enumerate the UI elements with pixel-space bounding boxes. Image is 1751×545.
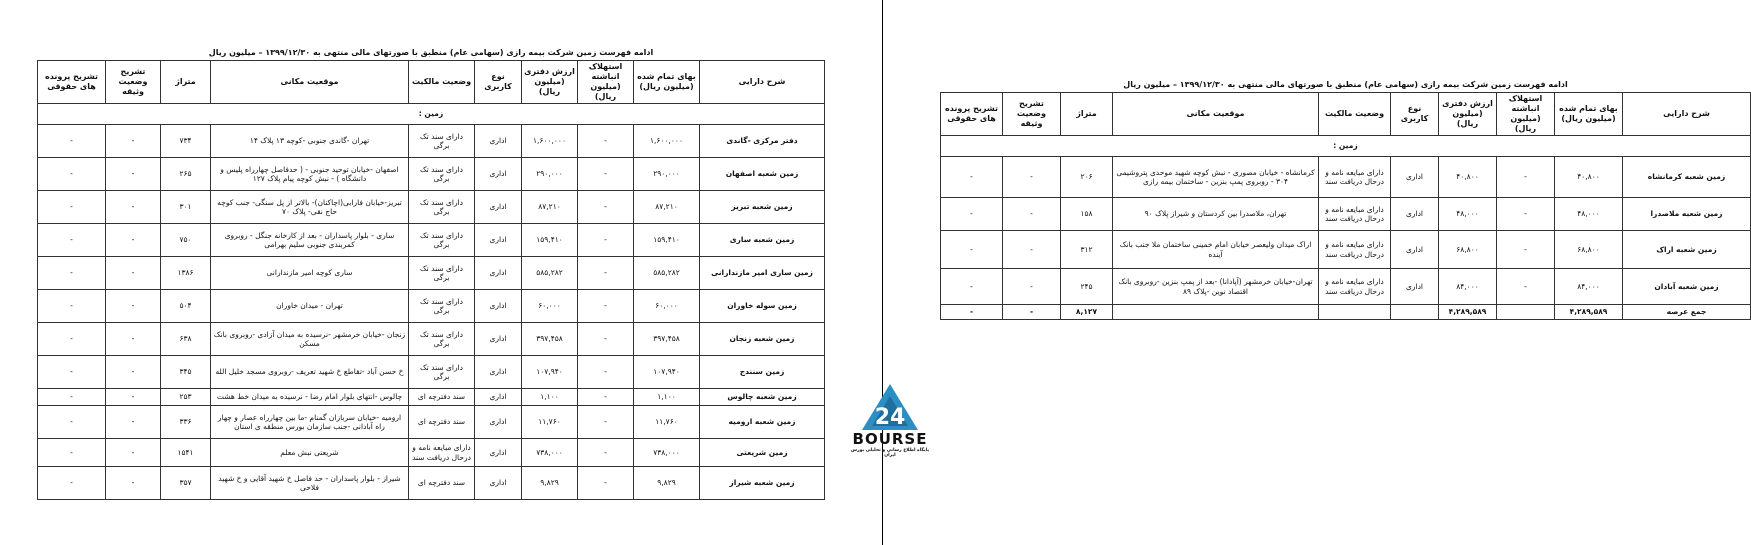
cell-asset-description: زمین شعبه شیراز (700, 467, 825, 500)
cell-usage-type: اداری (475, 224, 522, 257)
cell-asset-description: زمین شعبه چالوس (700, 389, 825, 406)
cell-ownership-status: دارای مبایعه نامه و درحال دریافت سند (1319, 231, 1391, 269)
cell-asset-description: زمین سوله خاوران (700, 290, 825, 323)
cell-location: ساری کوچه امیر مازندارانی (211, 257, 409, 290)
cell-collateral-status: - (106, 439, 161, 467)
cell-usage-type: اداری (475, 467, 522, 500)
cell-usage-type: اداری (1391, 269, 1439, 305)
table-row (941, 269, 1751, 305)
header-asset-description: شرح دارایی (700, 61, 825, 104)
cell-accumulated-depreciation: - (578, 191, 634, 224)
cell-area: ۲۰۶ (1061, 157, 1113, 198)
cell-cost: ۷۳۸,۰۰۰ (634, 439, 700, 467)
cell-asset-description: زمین شعبه ساری (700, 224, 825, 257)
cell-ownership-status: دارای سند تک برگی (409, 125, 475, 158)
cell-legal-cases: - (38, 356, 106, 389)
cell-accumulated-depreciation: - (578, 158, 634, 191)
cell-legal-cases: - (38, 290, 106, 323)
cell-cost: ۸۷,۲۱۰ (634, 191, 700, 224)
section-label: زمین : (38, 104, 825, 125)
cell-usage-type: اداری (475, 125, 522, 158)
table-row (38, 389, 825, 406)
cell-asset-description: زمین سنندج (700, 356, 825, 389)
cell-asset-description: زمین شعبه آبادان (1623, 269, 1751, 305)
cell-area: ۱۳۸۶ (161, 257, 211, 290)
cell-area: ۷۳۴ (161, 125, 211, 158)
header-cost: بهای تمام شده (میلیون ریال) (1555, 93, 1623, 136)
cell-cost: ۳۹۷,۴۵۸ (634, 323, 700, 356)
header-area: متراژ (1061, 93, 1113, 136)
header-ownership-status: وضعیت مالکیت (1319, 93, 1391, 136)
cell-collateral-status: - (106, 224, 161, 257)
cell-cost: ۹,۸۲۹ (634, 467, 700, 500)
cell-book-value: ۶۸,۸۰۰ (1439, 231, 1497, 269)
cell-book-value: ۶۰,۰۰۰ (522, 290, 578, 323)
cell-legal-cases: - (38, 439, 106, 467)
cell-book-value: ۱۵۹,۴۱۰ (522, 224, 578, 257)
cell-book-value: ۸۷,۲۱۰ (522, 191, 578, 224)
cell-cost: ۸۴,۰۰۰ (1555, 269, 1623, 305)
table-row (38, 224, 825, 257)
cell-accumulated-depreciation: - (578, 467, 634, 500)
cell-ownership-status: دارای سند تک برگی (409, 191, 475, 224)
table-row (38, 191, 825, 224)
cell-accumulated-depreciation: - (578, 125, 634, 158)
cell-collateral-status: - (1003, 269, 1061, 305)
total-cost: ۴,۲۸۹,۵۸۹ (1555, 305, 1623, 320)
cell-cost: ۶۰,۰۰۰ (634, 290, 700, 323)
table-row (38, 158, 825, 191)
cell-collateral-status: - (106, 467, 161, 500)
cell-asset-description: زمین شعبه زنجان (700, 323, 825, 356)
section-row-land (941, 136, 1751, 157)
cell-usage-type: اداری (475, 439, 522, 467)
cell-cost: ۵۸۵,۲۸۲ (634, 257, 700, 290)
cell-asset-description: زمین ساری امیر مازندارانی (700, 257, 825, 290)
header-usage-type: نوع کاربری (1391, 93, 1439, 136)
header-book-value: ارزش دفتری (میلیون ریال) (522, 61, 578, 104)
cell-location: تهران -گاندی جنوبی -کوچه ۱۳ پلاک ۱۴ (211, 125, 409, 158)
total-legal-cases: - (941, 305, 1003, 320)
right-table-body (941, 136, 1751, 320)
cell-accumulated-depreciation: - (1497, 231, 1555, 269)
cell-accumulated-depreciation: - (578, 356, 634, 389)
cell-legal-cases: - (38, 389, 106, 406)
cell-collateral-status: - (1003, 231, 1061, 269)
header-cost: بهای تمام شده (میلیون ریال) (634, 61, 700, 104)
cell-collateral-status: - (1003, 198, 1061, 231)
cell-legal-cases: - (941, 157, 1003, 198)
cell-legal-cases: - (38, 467, 106, 500)
header-row (38, 61, 825, 104)
cell-book-value: ۴۰,۸۰۰ (1439, 157, 1497, 198)
cell-usage-type: اداری (475, 191, 522, 224)
bourse24-logo (845, 382, 935, 462)
left-panel (37, 48, 825, 500)
left-asset-table (37, 60, 825, 500)
cell-legal-cases: - (38, 257, 106, 290)
cell-legal-cases: - (941, 269, 1003, 305)
cell-collateral-status: - (106, 125, 161, 158)
cell-book-value: ۸۴,۰۰۰ (1439, 269, 1497, 305)
left-table-header (38, 61, 825, 104)
svg-text:24: 24 (874, 405, 906, 430)
cell-location: ساری - بلوار پاسداران - بعد از کارخانه جنگل - روبروی کمربندی جنوبی سلیم بهرامی (211, 224, 409, 257)
cell-collateral-status: - (106, 356, 161, 389)
total-location (1113, 305, 1319, 320)
cell-accumulated-depreciation: - (1497, 157, 1555, 198)
cell-collateral-status: - (106, 191, 161, 224)
cell-legal-cases: - (38, 191, 106, 224)
cell-cost: ۶۸,۸۰۰ (1555, 231, 1623, 269)
header-accumulated-depreciation: استهلاک انباشته (میلیون ریال) (1497, 93, 1555, 136)
cell-ownership-status: سند دفترچه ای (409, 467, 475, 500)
header-location: موقعیت مکانی (211, 61, 409, 104)
cell-area: ۳۵۷ (161, 467, 211, 500)
cell-asset-description: زمین شعبه کرمانشاه (1623, 157, 1751, 198)
cell-asset-description: زمین شعبه ارومیه (700, 406, 825, 439)
left-caption: ادامه فهرست زمین شرکت بیمه رازی (سهامی عام) منطبق با صورتهای مالی منتهی به ۱۳۹۹/۱۲/۳۰ – میلیون ریال (208, 48, 654, 57)
cell-location: خ حسن آباد -تقاطع خ شهید تعریف -روبروی مسجد خلیل الله (211, 356, 409, 389)
cell-legal-cases: - (38, 323, 106, 356)
cell-usage-type: اداری (475, 257, 522, 290)
cell-area: ۱۵۴۱ (161, 439, 211, 467)
cell-usage-type: اداری (1391, 198, 1439, 231)
cell-location: شریعتی نبش معلم (211, 439, 409, 467)
cell-legal-cases: - (38, 158, 106, 191)
cell-cost: ۱,۶۰۰,۰۰۰ (634, 125, 700, 158)
table-row (38, 439, 825, 467)
header-area: متراژ (161, 61, 211, 104)
cell-location: تهران-خیابان خرمشهر (آپادانا) -بعد از پمپ بنزین -روبروی بانک اقتصاد نوین -پلاک ۸۹ (1113, 269, 1319, 305)
right-asset-table (940, 92, 1751, 320)
cell-ownership-status: دارای سند تک برگی (409, 290, 475, 323)
total-collateral-status: - (1003, 305, 1061, 320)
cell-accumulated-depreciation: - (578, 389, 634, 406)
table-row (941, 198, 1751, 231)
cell-location: کرمانشاه - خیابان مصوری - نبش کوچه شهید موحدی پتروشیمی ۳۰۴ - روبروی پمپ بنزین - ساختمان بیمه رازی (1113, 157, 1319, 198)
cell-book-value: ۱۰۷,۹۴۰ (522, 356, 578, 389)
cell-area: ۳۴۵ (161, 356, 211, 389)
section-label: زمین : (941, 136, 1751, 157)
cell-book-value: ۱,۱۰۰ (522, 389, 578, 406)
cell-accumulated-depreciation: - (1497, 269, 1555, 305)
cell-location: ارومیه -خیابان سربازان گمنام -ما بین چهارراه عصار و چهار راه آبادانی -جنب سازمان بورس منطقه ی استان (211, 406, 409, 439)
cell-cost: ۱,۱۰۰ (634, 389, 700, 406)
cell-accumulated-depreciation: - (1497, 198, 1555, 231)
cell-accumulated-depreciation: - (578, 257, 634, 290)
cell-location: چالوس -انتهای بلوار امام رضا - نرسیده به میدان خط هشت (211, 389, 409, 406)
cell-usage-type: اداری (475, 406, 522, 439)
table-row (38, 323, 825, 356)
cell-usage-type: اداری (475, 158, 522, 191)
cell-area: ۳۳۶ (161, 406, 211, 439)
cell-asset-description: زمین شریعتی (700, 439, 825, 467)
cell-cost: ۴۸,۰۰۰ (1555, 198, 1623, 231)
cell-usage-type: اداری (1391, 157, 1439, 198)
cell-asset-description: زمین شعبه ملاصدرا (1623, 198, 1751, 231)
cell-book-value: ۴۸,۰۰۰ (1439, 198, 1497, 231)
cell-ownership-status: دارای مبایعه نامه و درحال دریافت سند (1319, 269, 1391, 305)
cell-accumulated-depreciation: - (578, 290, 634, 323)
cell-usage-type: اداری (475, 290, 522, 323)
header-ownership-status: وضعیت مالکیت (409, 61, 475, 104)
section-row-land (38, 104, 825, 125)
cell-collateral-status: - (106, 389, 161, 406)
cell-ownership-status: دارای سند تک برگی (409, 224, 475, 257)
cell-area: ۲۵۳ (161, 389, 211, 406)
cell-area: ۶۳۸ (161, 323, 211, 356)
bourse24-logo-icon (860, 382, 920, 432)
cell-book-value: ۳۹۷,۴۵۸ (522, 323, 578, 356)
cell-location: تهران، ملاصدرا بین کردستان و شیراز پلاک ۹۰ (1113, 198, 1319, 231)
header-book-value: ارزش دفتری (میلیون ریال) (1439, 93, 1497, 136)
cell-area: ۲۶۵ (161, 158, 211, 191)
cell-asset-description: زمین شعبه تبریز (700, 191, 825, 224)
cell-ownership-status: دارای مبایعه نامه و درحال دریافت سند (1319, 198, 1391, 231)
cell-cost: ۱۰۷,۹۴۰ (634, 356, 700, 389)
logo-subtitle: پایگاه اطلاع رسانی و تحلیلی بورس ایران (850, 448, 930, 458)
cell-asset-description: زمین شعبه اصفهان (700, 158, 825, 191)
right-panel (940, 80, 1751, 320)
table-row (38, 125, 825, 158)
table-row (941, 157, 1751, 198)
cell-location: زنجان -خیابان خرمشهر -نرسیده به میدان آزادی -روبروی بانک مسکن (211, 323, 409, 356)
header-accumulated-depreciation: استهلاک انباشته (میلیون ریال) (578, 61, 634, 104)
cell-collateral-status: - (106, 257, 161, 290)
cell-collateral-status: - (106, 158, 161, 191)
cell-area: ۱۵۸ (1061, 198, 1113, 231)
logo-wordmark: BOURSE (852, 430, 928, 448)
header-location: موقعیت مکانی (1113, 93, 1319, 136)
cell-usage-type: اداری (475, 356, 522, 389)
cell-collateral-status: - (106, 290, 161, 323)
cell-usage-type: اداری (1391, 231, 1439, 269)
table-row (38, 467, 825, 500)
table-row (38, 290, 825, 323)
table-row (38, 406, 825, 439)
cell-cost: ۱۱,۷۶۰ (634, 406, 700, 439)
cell-cost: ۱۵۹,۴۱۰ (634, 224, 700, 257)
page-divider (882, 0, 883, 545)
cell-legal-cases: - (941, 198, 1003, 231)
cell-area: ۳۰۱ (161, 191, 211, 224)
table-row (941, 231, 1751, 269)
right-caption: ادامه فهرست زمین شرکت بیمه رازی (سهامی عام) منطبق با صورتهای مالی منتهی به ۱۳۹۹/۱۲/۳۰ – میلیون ریال (1123, 80, 1568, 89)
header-legal-cases: تشریح پرونده های حقوقی (38, 61, 106, 104)
cell-accumulated-depreciation: - (578, 224, 634, 257)
cell-ownership-status: سند دفترچه ای (409, 389, 475, 406)
cell-collateral-status: - (106, 406, 161, 439)
header-row (941, 93, 1751, 136)
cell-book-value: ۵۸۵,۲۸۲ (522, 257, 578, 290)
total-accumulated-depreciation (1497, 305, 1555, 320)
cell-legal-cases: - (941, 231, 1003, 269)
total-usage-type (1391, 305, 1439, 320)
header-asset-description: شرح دارایی (1623, 93, 1751, 136)
cell-ownership-status: دارای مبایعه نامه و درحال دریافت سند (1319, 157, 1391, 198)
cell-area: ۷۵۰ (161, 224, 211, 257)
cell-accumulated-depreciation: - (578, 439, 634, 467)
cell-area: ۳۱۲ (1061, 231, 1113, 269)
cell-ownership-status: دارای سند تک برگی (409, 257, 475, 290)
total-asset-description: جمع عرصه (1623, 305, 1751, 320)
cell-location: تبریز-خیابان فارابی(اچاکنان)- بالاتر از پل سنگی- جنب کوچه حاج نقی- پلاک ۷۰ (211, 191, 409, 224)
cell-collateral-status: - (106, 323, 161, 356)
cell-ownership-status: دارای سند تک برگی (409, 356, 475, 389)
total-ownership-status (1319, 305, 1391, 320)
cell-location: اراک میدان ولیعصر خیابان امام خمینی ساختمان ملا جنب بانک آینده (1113, 231, 1319, 269)
cell-area: ۲۴۵ (1061, 269, 1113, 305)
header-usage-type: نوع کاربری (475, 61, 522, 104)
cell-area: ۵۰۴ (161, 290, 211, 323)
cell-book-value: ۷۳۸,۰۰۰ (522, 439, 578, 467)
cell-location: شیراز - بلوار پاسداران - حد فاصل خ شهید آقایی و خ شهید فلاحی (211, 467, 409, 500)
cell-usage-type: اداری (475, 323, 522, 356)
right-table-header (941, 93, 1751, 136)
table-row (38, 257, 825, 290)
total-area: ۸,۱۲۷ (1061, 305, 1113, 320)
cell-cost: ۴۰,۸۰۰ (1555, 157, 1623, 198)
cell-ownership-status: سند دفترچه ای (409, 406, 475, 439)
cell-book-value: ۱,۶۰۰,۰۰۰ (522, 125, 578, 158)
cell-location: تهران - میدان خاوران (211, 290, 409, 323)
cell-legal-cases: - (38, 224, 106, 257)
cell-ownership-status: دارای سند تک برگی (409, 323, 475, 356)
cell-collateral-status: - (1003, 157, 1061, 198)
cell-asset-description: دفتر مرکزی -گاندی (700, 125, 825, 158)
cell-accumulated-depreciation: - (578, 406, 634, 439)
total-row (941, 305, 1751, 320)
table-row (38, 356, 825, 389)
cell-legal-cases: - (38, 406, 106, 439)
header-collateral-status: تشریح وضعیت وثیقه (1003, 93, 1061, 136)
cell-ownership-status: دارای سند تک برگی (409, 158, 475, 191)
cell-book-value: ۱۱,۷۶۰ (522, 406, 578, 439)
header-legal-cases: تشریح پرونده های حقوقی (941, 93, 1003, 136)
cell-asset-description: زمین شعبه اراک (1623, 231, 1751, 269)
cell-cost: ۲۹۰,۰۰۰ (634, 158, 700, 191)
header-collateral-status: تشریح وضعیت وثیقه (106, 61, 161, 104)
cell-location: اصفهان -خیابان توحید جنوبی - ( حدفاصل چهارراه پلیس و دانشگاه ) - نبش کوچه پیام پلاک ۱۲۷ (211, 158, 409, 191)
cell-legal-cases: - (38, 125, 106, 158)
cell-ownership-status: دارای مبایعه نامه و درحال دریافت سند (409, 439, 475, 467)
cell-usage-type: اداری (475, 389, 522, 406)
cell-book-value: ۲۹۰,۰۰۰ (522, 158, 578, 191)
cell-book-value: ۹,۸۲۹ (522, 467, 578, 500)
left-table-body (38, 104, 825, 500)
cell-accumulated-depreciation: - (578, 323, 634, 356)
total-book-value: ۴,۲۸۹,۵۸۹ (1439, 305, 1497, 320)
